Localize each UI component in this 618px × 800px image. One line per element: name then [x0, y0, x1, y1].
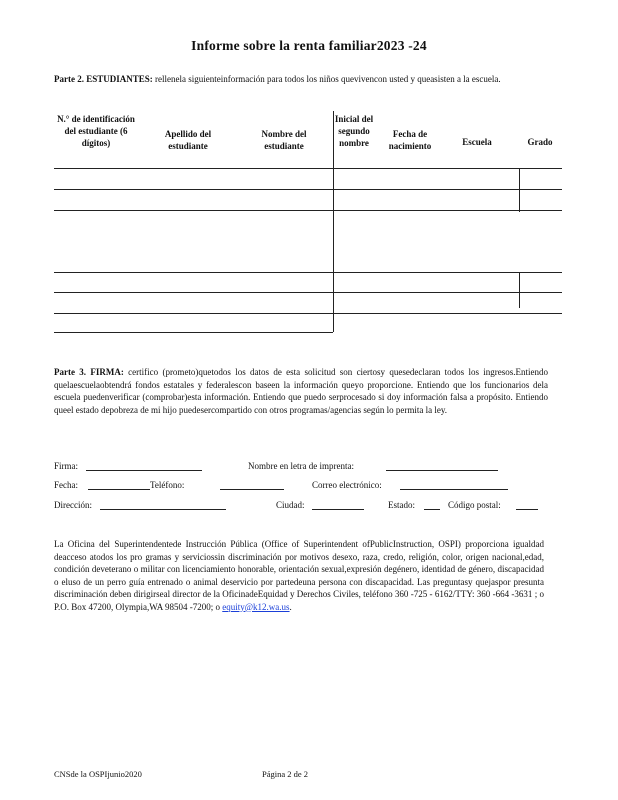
firma-field[interactable]: [86, 470, 202, 471]
table-row-line[interactable]: [54, 210, 562, 211]
header-first-name: Nombre del estudiante: [261, 129, 307, 151]
table-row-line[interactable]: [54, 292, 562, 293]
footer-left: CNSde la OSPIjunio2020: [54, 769, 142, 779]
nondiscrimination-notice: [54, 538, 544, 613]
header-school: Escuela: [462, 137, 492, 147]
correo-field[interactable]: [400, 489, 508, 490]
notice-text: La Oficina del Superintendentede Instrucción Pública (Office of Superintendent ofPublicInstruction, OSPI) proporciona igualdad deacceso atodos los pro gramas y serviciossin discriminación por motivos desexo, raza, credo, religión, color, origen nacional,edad, condición deveterano o militar con licenciamiento honorable, orientación sexual,expresión degénero, identidad de género, discapacidad o eluso de un perro guía entrenado o animal deservicio por partedeuna persona con discapacidad. Las preguntasy quejaspor presunta discriminación deben dirigirseal director de la OficinadeEquidad y Derechos Civiles, teléfono 360 -725 - 6162/TTY: 360 -664 -3631 ; o P.O. Box 47200, Olympia,WA 98504 -7200; o: [54, 539, 544, 612]
nombre-field[interactable]: [386, 470, 498, 471]
firma-label: Firma:: [54, 461, 78, 471]
table-row-line[interactable]: [54, 313, 562, 314]
notice-end: .: [289, 601, 292, 612]
fecha-label: Fecha:: [54, 480, 78, 490]
part3-paragraph: [54, 366, 548, 416]
footer-page-number: Página 2 de 2: [262, 769, 309, 779]
document-title: Informe sobre la renta familiar2023 -24: [191, 38, 427, 53]
codigo-field[interactable]: [516, 509, 538, 510]
table-divider: [333, 111, 334, 332]
table-row-line[interactable]: [54, 272, 562, 273]
header-birth-date: Fecha de nacimiento: [388, 129, 432, 151]
direccion-field[interactable]: [100, 509, 226, 510]
nombre-label: Nombre en letra de imprenta:: [248, 461, 354, 471]
codigo-label: Código postal:: [448, 500, 501, 510]
part3-label: Parte 3. FIRMA:: [54, 367, 124, 377]
ciudad-field[interactable]: [312, 509, 364, 510]
table-divider-grade-lower: [519, 272, 520, 308]
equity-email-link[interactable]: equity@k12.wa.us: [222, 601, 290, 612]
part2-label: Parte 2. ESTUDIANTES:: [54, 74, 153, 84]
telefono-field[interactable]: [220, 489, 284, 490]
table-row-line[interactable]: [54, 332, 333, 333]
ciudad-label: Ciudad:: [276, 500, 305, 510]
header-last-name: Apellido del estudiante: [164, 129, 212, 151]
part2-paragraph: [54, 74, 548, 86]
part3-text: certifico (prometo)quetodos los datos de esta solicitud son ciertosy quesedeclaran todos los ingresos.Entiendo quelaescuelaobtendrá fondos estatales y federalescon baseen la información queyo proporcione. Entiendo que los funcionarios dela escuela puedenverificar (comprobar)esta información. Entiendo que puedo serprocesado si doy información falsa a propósito. Entiendo queel estado depobreza de mi hijo puedesercompartido con otros programas/agencias según lo permita la ley.: [54, 367, 549, 415]
direccion-label: Dirección:: [54, 500, 92, 510]
table-divider-grade: [519, 168, 520, 212]
header-grade: Grado: [527, 137, 553, 147]
table-row-line[interactable]: [54, 189, 562, 190]
correo-label: Correo electrónico:: [312, 480, 382, 490]
telefono-label: Teléfono:: [150, 480, 185, 490]
header-middle-initial: Inicial del segundo nombre: [334, 114, 374, 148]
header-student-id: N.° de identificación del estudiante (6 dígitos): [57, 114, 135, 148]
estado-label: Estado:: [388, 500, 415, 510]
fecha-field[interactable]: [88, 489, 150, 490]
estado-field[interactable]: [424, 509, 440, 510]
part2-text: rellenela siguienteinformación para todos los niños quevivencon usted y queasisten a la escuela.: [155, 74, 501, 84]
table-row-line[interactable]: [54, 168, 562, 169]
